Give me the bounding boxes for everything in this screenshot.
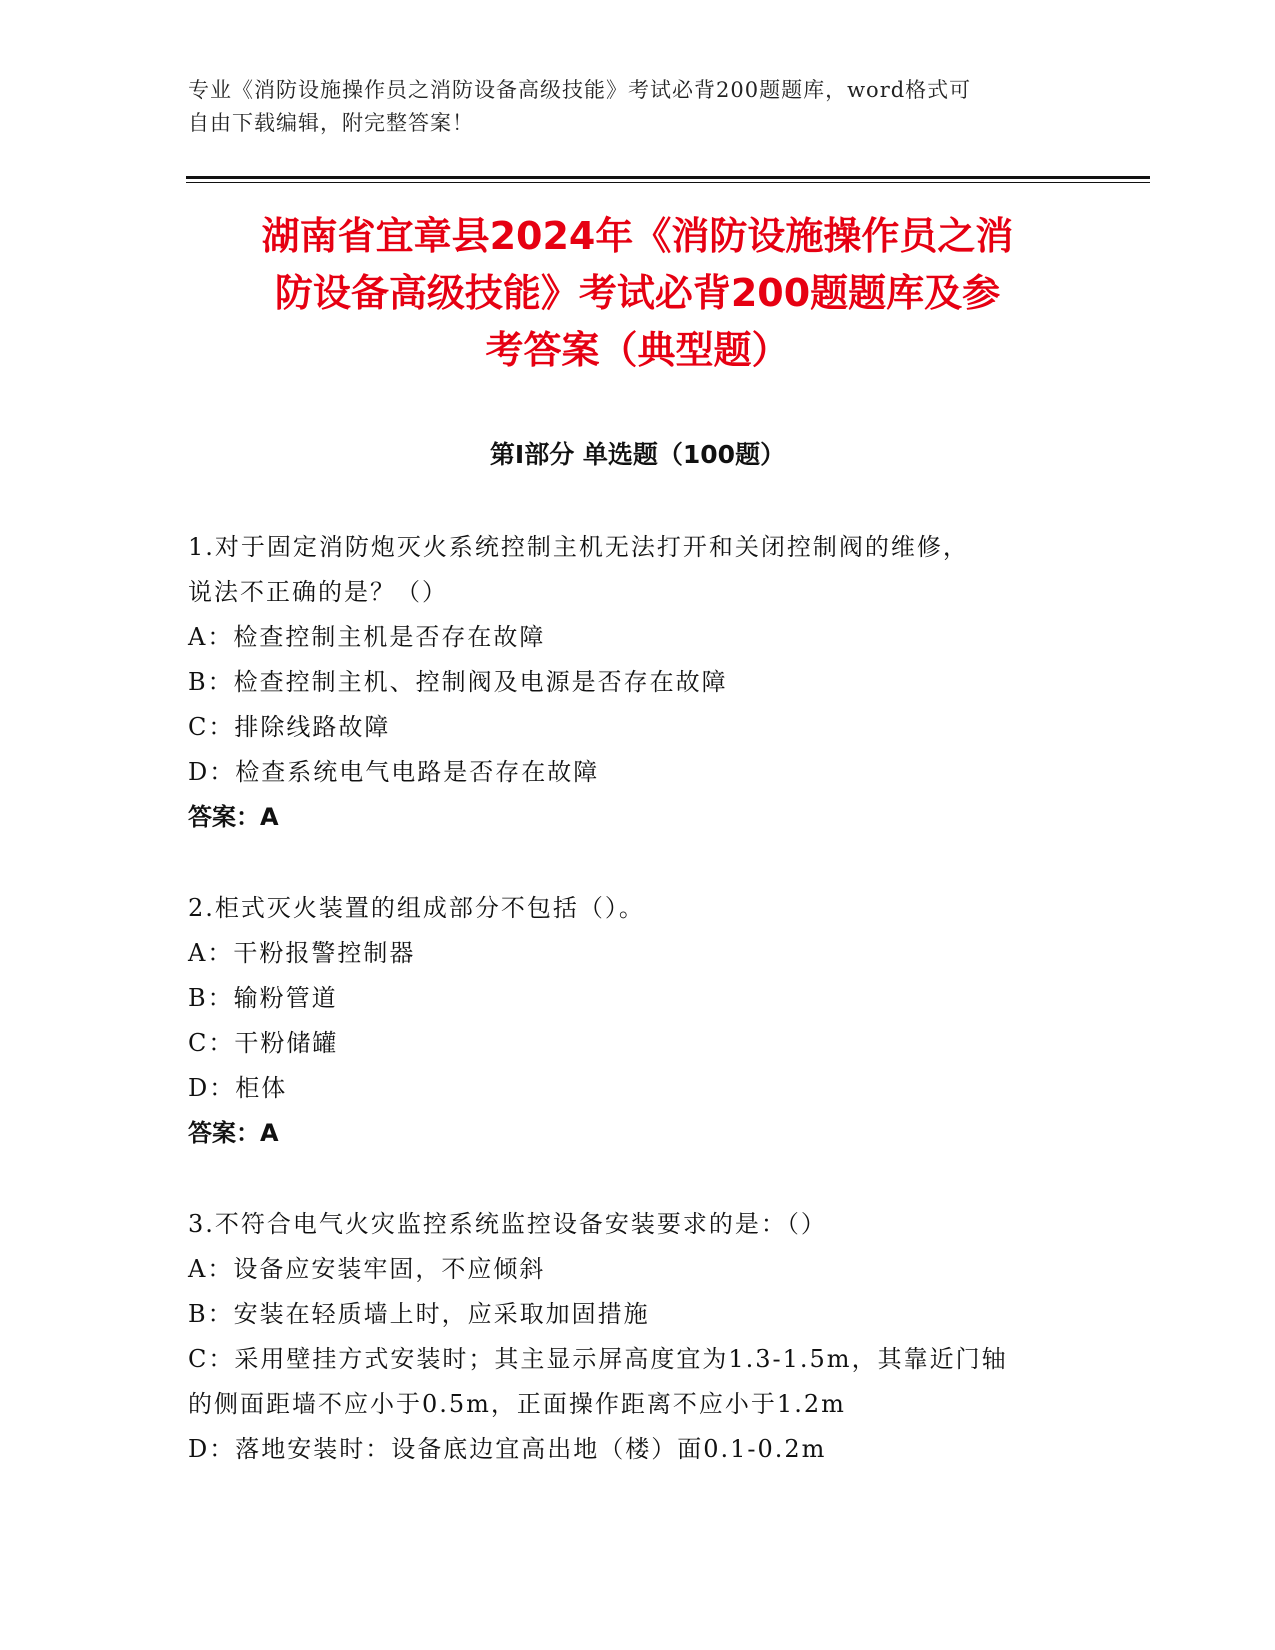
section-title: 第Ⅰ部分 单选题（100题）	[489, 440, 786, 469]
option-a: A：干粉报警控制器	[188, 939, 416, 967]
question-list	[188, 525, 1078, 1518]
option-c-continued: 的侧面距墙不应小于0.5m，正面操作距离不应小于1.2m	[188, 1390, 846, 1418]
question-3	[188, 1202, 1078, 1472]
question-stem-continued: 说法不正确的是？（）	[188, 578, 448, 606]
header-divider-thin	[186, 182, 1150, 183]
header-divider-thick	[186, 176, 1150, 179]
option-b: B：输粉管道	[188, 984, 338, 1012]
question-stem: 3.不符合电气火灾监控系统监控设备安装要求的是：（）	[188, 1210, 827, 1238]
answer: 答案：A	[188, 803, 279, 831]
header-note-line-1: 专业《消防设施操作员之消防设备高级技能》考试必背200题题库，word格式可	[188, 78, 972, 102]
option-c: C：排除线路故障	[188, 713, 391, 741]
option-d: D：检查系统电气电路是否存在故障	[188, 758, 600, 786]
question-stem: 2.柜式灭火装置的组成部分不包括（）。	[188, 894, 645, 922]
question-stem: 1.对于固定消防炮灭火系统控制主机无法打开和关闭控制阀的维修，	[188, 533, 969, 561]
option-d: D：落地安装时：设备底边宜高出地（楼）面0.1-0.2m	[188, 1435, 827, 1463]
document-title-line-2: 防设备高级技能》考试必背200题题库及参	[274, 271, 1001, 315]
option-a: A：设备应安装牢固，不应倾斜	[188, 1255, 546, 1283]
document-title	[150, 208, 1125, 379]
header-note	[188, 74, 1068, 140]
option-d: D：柜体	[188, 1074, 288, 1102]
option-c: C：采用壁挂方式安装时；其主显示屏高度宜为1.3-1.5m，其靠近门轴	[188, 1345, 1008, 1373]
answer: 答案：A	[188, 1119, 279, 1147]
option-b: B：检查控制主机、控制阀及电源是否存在故障	[188, 668, 728, 696]
option-a: A：检查控制主机是否存在故障	[188, 623, 546, 651]
question-2	[188, 886, 1078, 1156]
option-c: C：干粉储罐	[188, 1029, 339, 1057]
document-title-line-1: 湖南省宜章县2024年《消防设施操作员之消	[261, 214, 1014, 258]
question-1	[188, 525, 1078, 840]
option-b: B：安装在轻质墙上时，应采取加固措施	[188, 1300, 650, 1328]
document-title-line-3: 考答案（典型题）	[485, 328, 790, 372]
header-note-line-2: 自由下载编辑，附完整答案！	[188, 111, 474, 135]
